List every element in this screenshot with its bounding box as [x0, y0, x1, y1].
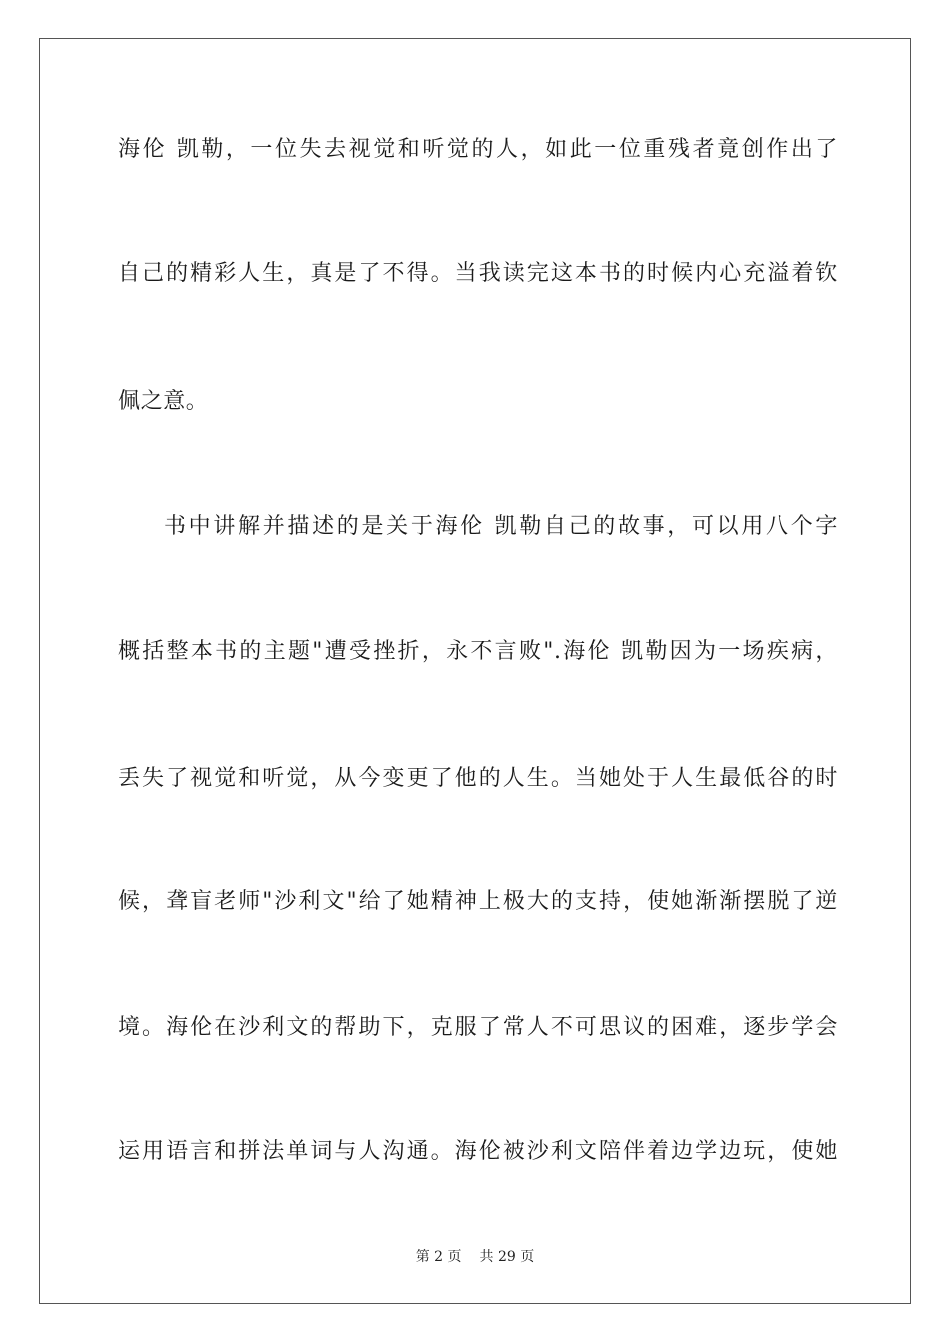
text-line: 候，聋盲老师"沙利文"给了她精神上极大的支持，使她渐渐摆脱了逆 — [118, 889, 838, 914]
text-line: 海伦 凯勒，一位失去视觉和听觉的人，如此一位重残者竟创作出了 — [118, 137, 838, 162]
text-line: 境。海伦在沙利文的帮助下，克服了常人不可思议的困难，逐步学会 — [118, 1015, 838, 1040]
text-line: 概括整本书的主题"遭受挫折，永不言败".海伦 凯勒因为一场疾病， — [118, 639, 838, 664]
page-total: 共 29 页 — [479, 1249, 535, 1265]
text-line: 丢失了视觉和听觉，从今变更了他的人生。当她处于人生最低谷的时 — [118, 766, 838, 791]
text-line: 书中讲解并描述的是关于海伦 凯勒自己的故事，可以用八个字 — [164, 514, 838, 539]
text-line: 自己的精彩人生，真是了不得。当我读完这本书的时候内心充溢着钦 — [118, 261, 838, 286]
page-frame — [39, 38, 911, 1304]
text-line: 运用语言和拼法单词与人沟通。海伦被沙利文陪伴着边学边玩，使她 — [118, 1139, 838, 1164]
page-footer — [0, 1248, 950, 1266]
text-line: 佩之意。 — [118, 389, 209, 414]
page-number: 第 2 页 — [415, 1249, 462, 1265]
